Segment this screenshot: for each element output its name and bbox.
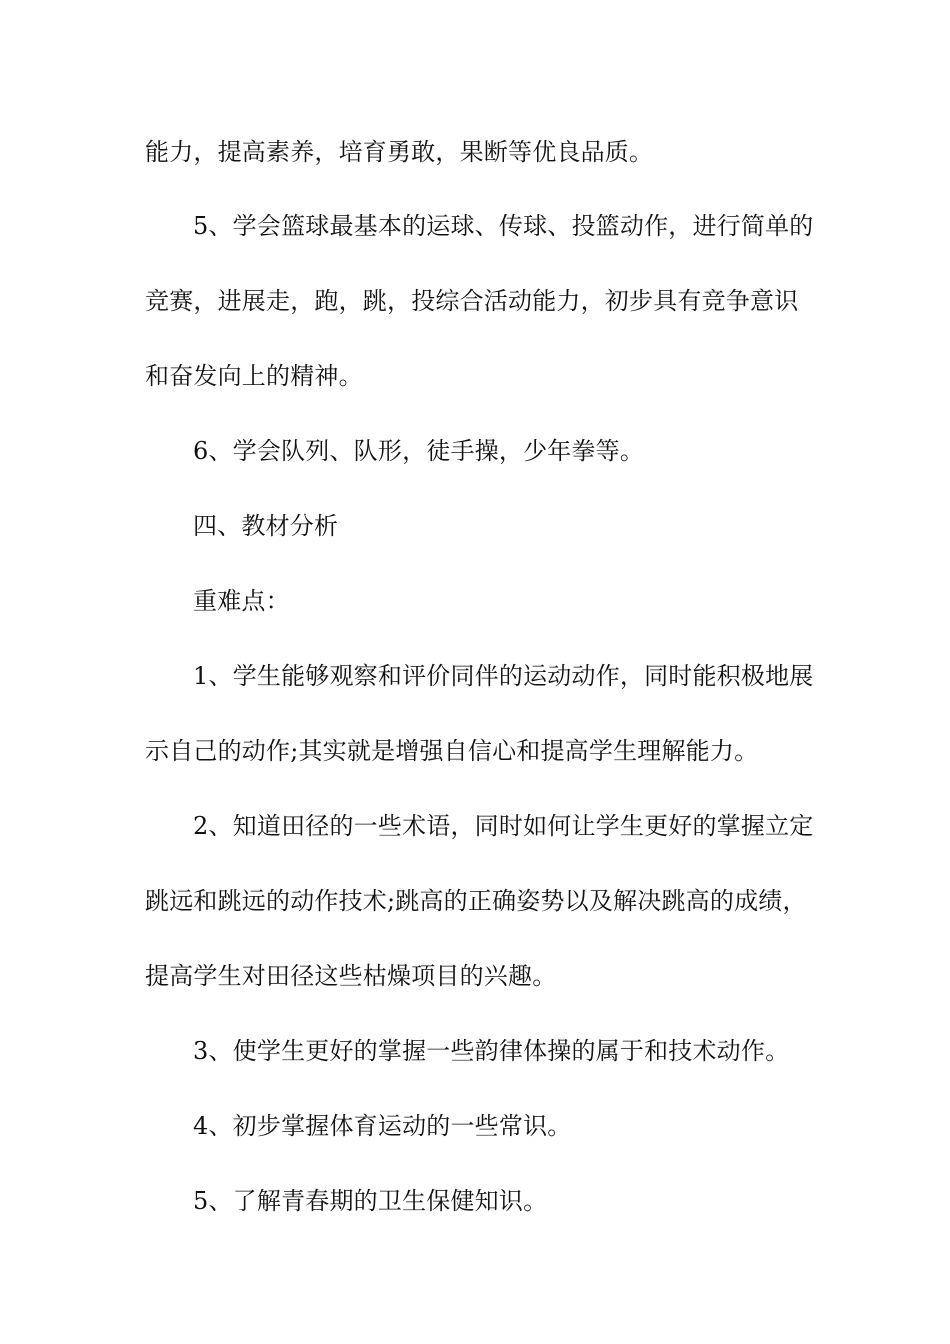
text-line: 5、学会篮球最基本的运球、传球、投篮动作，进行简单的 xyxy=(193,212,814,240)
text-line: 4、初步掌握体育运动的一些常识。 xyxy=(193,1112,572,1140)
text-line: 和奋发向上的精神。 xyxy=(145,362,363,390)
text-line: 1、学生能够观察和评价同伴的运动动作，同时能积极地展 xyxy=(193,662,814,690)
text-line: 能力，提高素养，培育勇敢，果断等优良品质。 xyxy=(145,138,654,166)
text-line: 2、知道田径的一些术语，同时如何让学生更好的掌握立定 xyxy=(193,812,814,840)
subheading: 重难点： xyxy=(193,587,290,615)
text-line: 3、使学生更好的掌握一些韵律体操的属于和技术动作。 xyxy=(193,1037,790,1065)
text-line: 6、学会队列、队形，徒手操，少年拳等。 xyxy=(193,437,645,465)
text-line: 示自己的动作;其实就是增强自信心和提高学生理解能力。 xyxy=(145,737,759,765)
section-heading: 四、教材分析 xyxy=(193,512,339,540)
text-line: 跳远和跳远的动作技术;跳高的正确姿势以及解决跳高的成绩， xyxy=(145,887,807,915)
text-line: 5、了解青春期的卫生保健知识。 xyxy=(193,1187,548,1215)
text-line: 竞赛，进展走，跑，跳，投综合活动能力，初步具有竞争意识 xyxy=(145,287,799,315)
text-line: 提高学生对田径这些枯燥项目的兴趣。 xyxy=(145,962,557,990)
